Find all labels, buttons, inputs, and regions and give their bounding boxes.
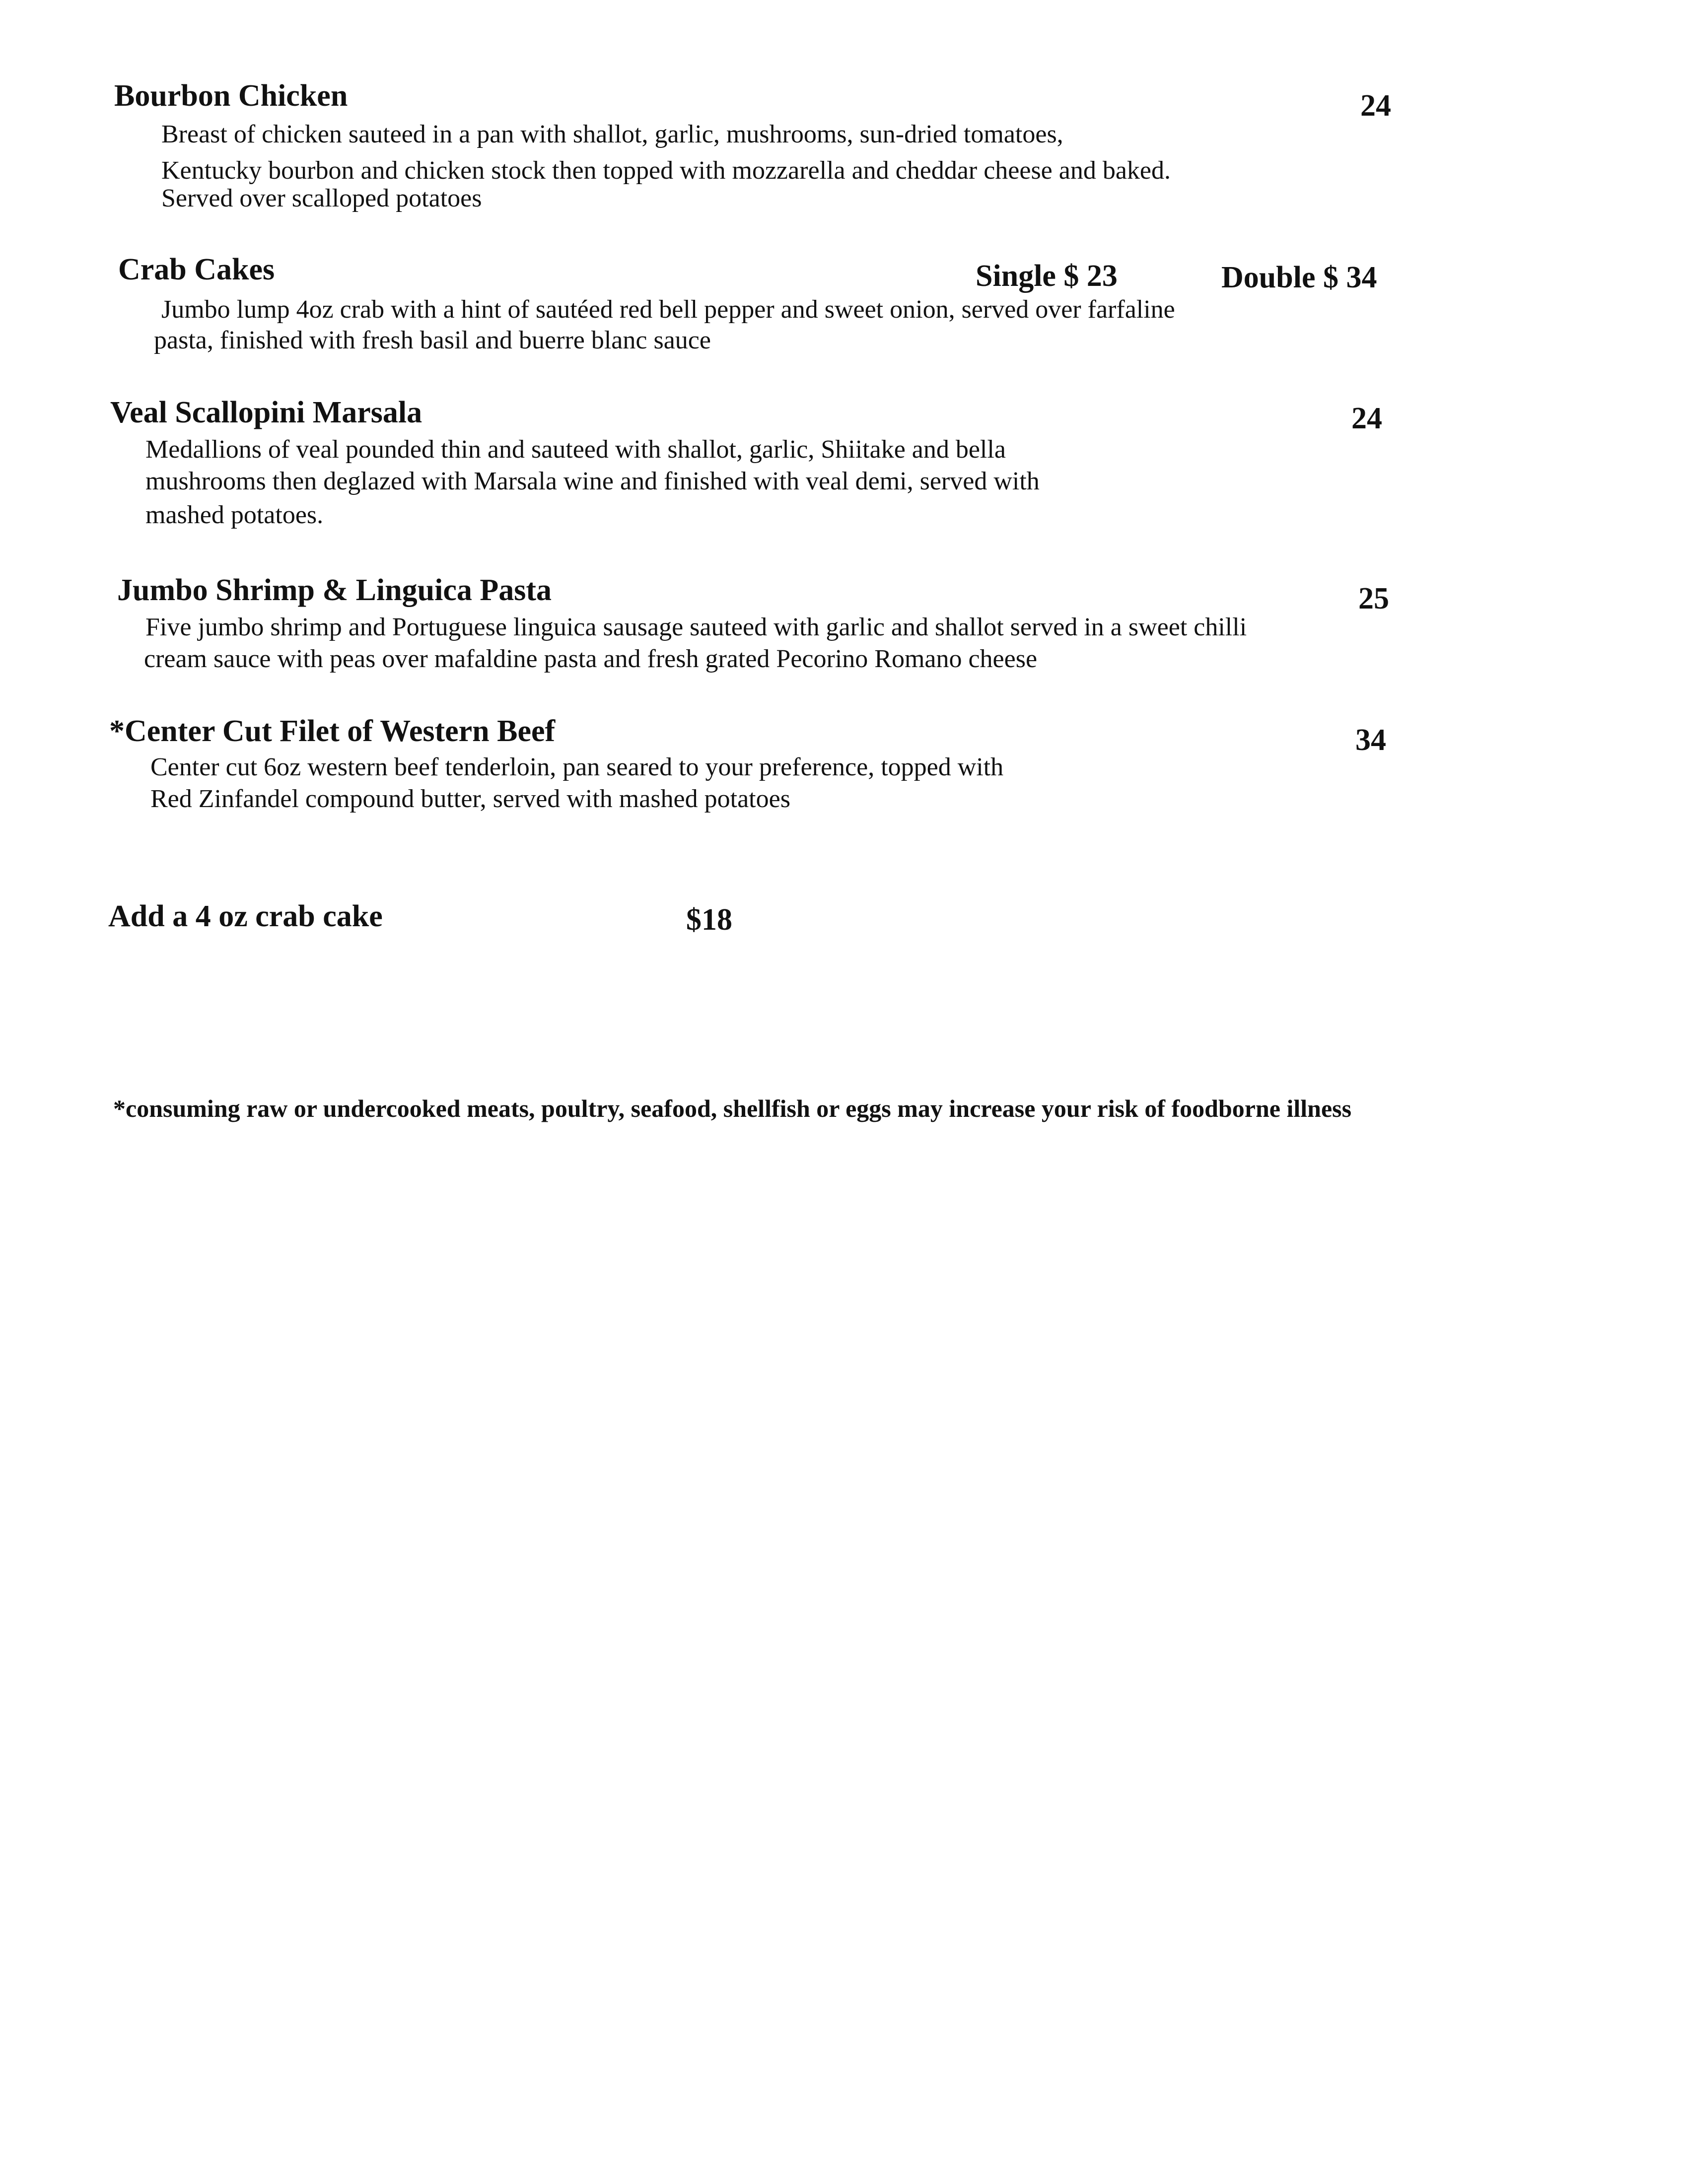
addon-price: $18 [686, 903, 732, 937]
item-price-bourbon-chicken: 24 [1360, 89, 1391, 123]
item-desc-line: Breast of chicken sauteed in a pan with shallot, garlic, mushrooms, sun-dried tomatoes, [161, 120, 1063, 148]
item-desc-line: Five jumbo shrimp and Portuguese linguica sausage sauteed with garlic and shallot served in a sweet chilli [145, 613, 1247, 641]
item-desc-line: Jumbo lump 4oz crab with a hint of sautéed red bell pepper and sweet onion, served over farfaline [161, 295, 1175, 324]
item-desc-line: pasta, finished with fresh basil and buerre blanc sauce [154, 326, 711, 354]
item-desc-line: Red Zinfandel compound butter, served with mashed potatoes [150, 785, 790, 813]
item-price-jumbo-shrimp-linguica-pasta: 25 [1358, 582, 1389, 615]
item-price-veal-scallopini-marsala: 24 [1351, 402, 1382, 435]
item-price-center-cut-filet: 34 [1355, 723, 1386, 757]
item-desc-line: Kentucky bourbon and chicken stock then topped with mozzarella and cheddar cheese and baked. [161, 156, 1171, 185]
item-desc-line: mashed potatoes. [145, 501, 324, 529]
item-title-crab-cakes: Crab Cakes [118, 253, 275, 286]
item-title-bourbon-chicken: Bourbon Chicken [114, 79, 348, 113]
item-desc-line: Served over scalloped potatoes [161, 184, 482, 212]
item-title-center-cut-filet: *Center Cut Filet of Western Beef [109, 714, 556, 748]
item-desc-line: mushrooms then deglazed with Marsala wine and finished with veal demi, served with [145, 467, 1040, 495]
item-desc-line: cream sauce with peas over mafaldine pasta and fresh grated Pecorino Romano cheese [144, 645, 1038, 673]
item-price-double-crab-cakes: Double $ 34 [1221, 261, 1377, 294]
item-desc-line: Center cut 6oz western beef tenderloin, pan seared to your preference, topped with [150, 753, 1004, 781]
item-desc-line: Medallions of veal pounded thin and sauteed with shallot, garlic, Shiitake and bella [145, 435, 1006, 464]
allergen-footnote: *consuming raw or undercooked meats, poultry, seafood, shellfish or eggs may increase your risk of foodborne illness [113, 1094, 1352, 1122]
item-price-single-crab-cakes: Single $ 23 [976, 259, 1118, 293]
addon-label: Add a 4 oz crab cake [108, 899, 383, 933]
item-title-veal-scallopini-marsala: Veal Scallopini Marsala [110, 396, 422, 429]
item-title-jumbo-shrimp-linguica-pasta: Jumbo Shrimp & Linguica Pasta [117, 573, 552, 607]
